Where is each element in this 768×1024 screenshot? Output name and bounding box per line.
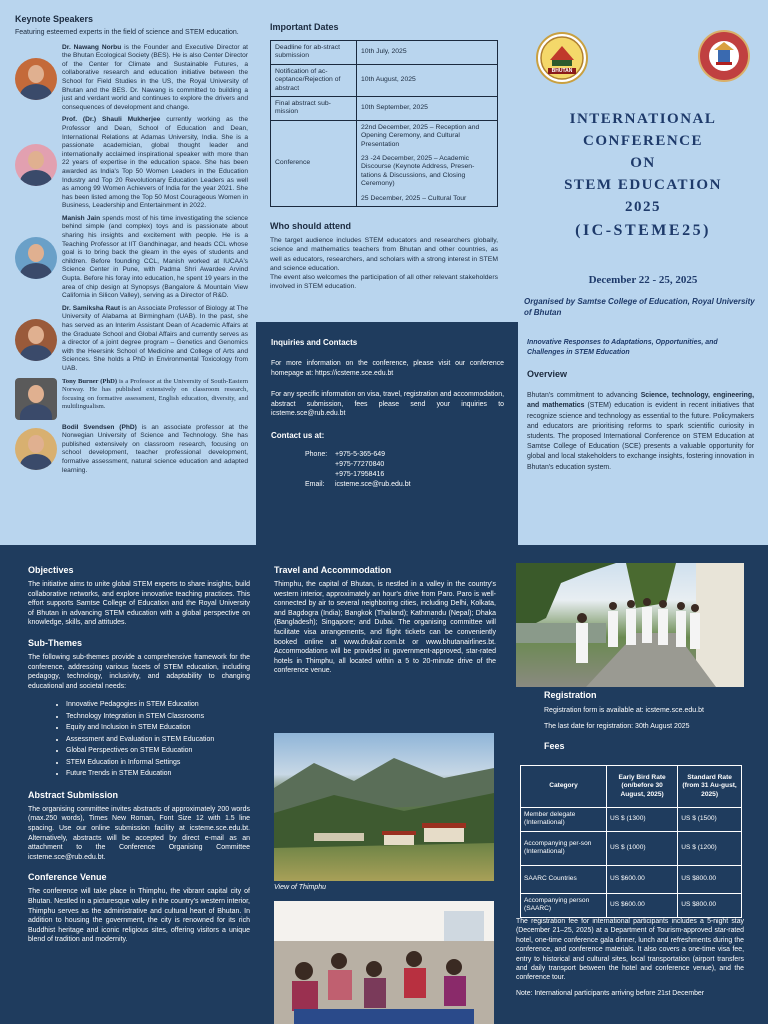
speaker-card bbox=[15, 424, 248, 476]
travel-heading: Travel and Accommodation bbox=[274, 565, 392, 575]
table-row bbox=[521, 893, 742, 917]
title-line: CONFERENCE bbox=[582, 133, 703, 149]
phone-number[interactable]: +975-77270840 bbox=[335, 460, 385, 468]
speaker-name: Tony Burner (PhD) bbox=[62, 377, 118, 385]
subthemes-list bbox=[28, 699, 250, 780]
conference-theme: Innovative Responses to Adaptations, Opportunities, and Challenges in STEM Education bbox=[527, 339, 718, 356]
who-text: The target audience includes STEM educators and researchers globally, science and mathematics teachers from Bhutan and other countries, as well as educators, researchers, and scholars with a strong interest in STEM and science education. bbox=[270, 237, 498, 272]
speaker-bio: is an Associate Professor of Biology at The University of Alabama at Birmingham (UAB). In the past, she has served as an Interim Assistant Dean of Academic Affairs at the Graduate School and Global Affairs and currently serves as a director of a joint degree program – Genetics and Genomics with the Heersink School of Medicine and College of Arts and Sciences. She holds a PhD in Environmental Toxicology from UAB. bbox=[62, 304, 248, 372]
speaker-card bbox=[15, 378, 248, 420]
who-text: The event also welcomes the participation of all other relevant stakeholders involved in STEM education. bbox=[270, 273, 498, 291]
date-value: 10th September, 2025 bbox=[357, 97, 498, 121]
students-photo bbox=[516, 563, 744, 687]
fees-table-wrap bbox=[520, 765, 742, 918]
table-cell: US $600.00 bbox=[607, 893, 678, 917]
speaker-name: Dr. Nawang Norbu bbox=[62, 43, 122, 51]
venue-text: The conference will take place in Thimphu, the vibrant capital city of Bhutan. Nestled in a picturesque valley in the country's western interior, Thimphu serves as the administrative and cultural heart of Bhutan. In addition to housing the government, the city is renowned for its rich Buddhist heritage and iconic religious sites, offering visitors a unique blend of tradition and modernity. bbox=[28, 888, 250, 944]
title-line: STEM EDUCATION bbox=[564, 177, 722, 193]
title-line: 2025 bbox=[625, 199, 661, 215]
title-line: ON bbox=[630, 155, 656, 171]
cover-panel bbox=[518, 0, 768, 330]
table-row bbox=[271, 97, 498, 121]
table-cell: Accompanying person (SAARC) bbox=[521, 893, 607, 917]
conference-item: 22nd December, 2025 – Reception and Opening Ceremony, and Cultural Presentation bbox=[361, 123, 480, 148]
abstract-text: The organising committee invites abstracts of approximately 200 words (max.250 words), Times New Roman, Font Size 12 with 1.5 line spacing. Use our online submission facility at icsteme.sce.edu.bt. Alternatively, abstracts will be accepted by direct e-mail as an attachment to the Conference Organising Committee icsteme.sce@rub.edu.bt. bbox=[28, 805, 250, 861]
speaker-name: Prof. (Dr.) Shauli Mukherjee bbox=[62, 116, 161, 124]
dates-heading: Important Dates bbox=[270, 22, 339, 32]
fees-heading: Fees bbox=[544, 741, 565, 752]
sce-emblem-icon bbox=[700, 32, 748, 80]
fees-table bbox=[520, 765, 742, 918]
list-item: • Innovative Pedagogies in STEM Education bbox=[66, 699, 250, 711]
venue-heading: Conference Venue bbox=[28, 872, 107, 883]
table-cell: US $ (1000) bbox=[607, 831, 678, 865]
speaker-card bbox=[15, 116, 248, 211]
speaker-photo bbox=[15, 319, 57, 361]
conference-item: 23 -24 December, 2025 – Academic Discourse (Keynote Address, Presen-tations & Discussions, and Closing Ceremony) bbox=[361, 155, 475, 188]
organiser: Organised by Samtse College of Education, Royal University of Bhutan bbox=[524, 297, 755, 317]
overview-text: Bhutan's commitment to advancing Science, technology, engineering, and mathematics (STEM) education is evident in recent initiatives that recognize science and technology as essential to the future. Policymakers and educators are prioritising reforms to spark scientific curiosity in students. The proposed International Conference on STEM Education at Samtse College of Education (SCE) presents a valuable opportunity for global and local stakeholders to exchange insights, fostering innovation in Bhutan's education system. bbox=[527, 392, 754, 471]
speaker-photo bbox=[15, 58, 57, 100]
table-cell: US $ (1500) bbox=[678, 808, 742, 832]
table-cell: US $800.00 bbox=[678, 865, 742, 893]
keynote-intro: Featuring esteemed experts in the field of science and STEM education. bbox=[15, 29, 239, 36]
overview-heading: Overview bbox=[527, 369, 568, 380]
date-value: 10th August, 2025 bbox=[357, 64, 498, 96]
photo-caption: View of Thimphu bbox=[274, 884, 327, 891]
table-row bbox=[271, 120, 498, 206]
subthemes-intro: The following sub-themes provide a comprehensive framework for the conference, addressing various facets of STEM education, including pedagogy, technology, inclusivity, and adaptability to changing educational and societal needs: bbox=[28, 653, 250, 690]
date-label: Notification of ac-ceptance/Rejection of abstract bbox=[271, 64, 357, 96]
list-item: • Technology Integration in STEM Classrooms bbox=[66, 711, 250, 723]
speaker-bio: currently working as the Professor and Dean, School of Education and Dean, International Relations at Adamas University, India. She is a passionate academician, global thought leader and internationally acclaimed inspirational speaker with more than 22 years of expertise in the education space. She has been awarded as India's Top 50 Women Leaders in the Education Industry and Top 20 Revolutionary Education Leaders as well as among 99 Women Achievers of India for the year 2021. She has been listed among the Top 50 Most Courageous Women in Business, Leadership and Entertainment in 2022. bbox=[62, 116, 249, 210]
table-cell: Accompanying per-son (International) bbox=[521, 831, 607, 865]
title-line: (IC-STEME25) bbox=[575, 222, 711, 239]
column-header: Category bbox=[521, 766, 607, 808]
column-3 bbox=[544, 690, 744, 763]
table-cell: US $600.00 bbox=[607, 865, 678, 893]
phone-number[interactable]: +975-5-365-649 bbox=[335, 450, 386, 458]
conference-photo bbox=[274, 901, 494, 1024]
speaker-bio: is the Founder and Executive Director at the Bhutan Ecological Society (BES). He is also Center Director of the Center for Climate and Sustainable Futures, a collaborative research and education initiative between the School for Field Studies in the US, the Royal University of Bhutan and the BES. Dr. Nawang is committed to building a just and verdant world and continues to explore the drivers and consequences of development and change. bbox=[62, 43, 248, 111]
list-item: • Global Perspectives on STEM Education bbox=[66, 745, 250, 757]
registration-form: Registration form is available at: icsteme.sce.edu.bt bbox=[544, 707, 704, 714]
speaker-card bbox=[15, 305, 248, 374]
list-item: • Equity and Inclusion in STEM Education bbox=[66, 722, 250, 734]
table-cell: Member delegate (International) bbox=[521, 808, 607, 832]
email-label: Email: bbox=[305, 480, 325, 488]
contact-text: For more information on the conference, please visit our conference homepage at: https://icsteme.sce.edu.bt bbox=[271, 360, 504, 377]
column-1 bbox=[28, 565, 250, 945]
rub-logo bbox=[536, 32, 588, 84]
speaker-name: Dr. Samiksha Raut bbox=[62, 304, 121, 312]
date-label: Final abstract sub-mission bbox=[271, 97, 357, 121]
speaker-card bbox=[15, 215, 248, 301]
keynote-panel bbox=[0, 0, 256, 545]
contact-panel bbox=[256, 322, 518, 545]
conference-item: 25 December, 2025 – Cultural Tour bbox=[361, 194, 467, 202]
speaker-name: Bodil Svendsen (PhD) bbox=[62, 423, 137, 431]
overview-panel bbox=[518, 330, 768, 545]
registration-heading: Registration bbox=[544, 690, 597, 700]
conference-title bbox=[518, 108, 768, 242]
column-header: Early Bird Rate (on/before 30 August, 2025) bbox=[607, 766, 678, 808]
registration-last-date: The last date for registration: 30th August 2025 bbox=[544, 722, 690, 730]
email-link[interactable]: icsteme.sce@rub.edu.bt bbox=[335, 480, 411, 488]
speaker-card bbox=[15, 44, 248, 113]
list-item: • Future Trends in STEM Education bbox=[66, 768, 250, 780]
table-cell: SAARC Countries bbox=[521, 865, 607, 893]
speaker-bio: spends most of his time investigating the science behind simple (and complex) toys and is passionate about sharing his insights and excitement with people. He is a Teaching Professor at IIT Gandhinagar, and heads CCL whose goal is to bring back the gleam in the eyes of students and children. Before founding CCL, Manish worked at IUCAA's Science Center in Pune, with Padma Shri Awardee Arvind Gupta. Before his foray into education, he spent 19 years in the area of chip design at Synopsys (Bangalore & Mountain View California in Silicon Valley), serving as a Director of R&D. bbox=[62, 214, 248, 300]
conference-dates: December 22 - 25, 2025 bbox=[588, 274, 698, 286]
keynote-heading: Keynote Speakers bbox=[15, 14, 94, 24]
speaker-photo bbox=[15, 428, 57, 470]
column-header: Standard Rate (from 31 Au-gust, 2025) bbox=[678, 766, 742, 808]
phone-label: Phone: bbox=[305, 450, 328, 458]
speaker-photo bbox=[15, 378, 57, 420]
date-value: 10th July, 2025 bbox=[357, 41, 498, 65]
who-heading: Who should attend bbox=[270, 221, 351, 232]
abstract-heading: Abstract Submission bbox=[28, 789, 119, 800]
table-header-row bbox=[521, 766, 742, 808]
dates-table bbox=[270, 40, 498, 207]
fees-note-international: Note: International participants arriving before 21st December bbox=[516, 989, 705, 997]
speaker-name: Manish Jain bbox=[62, 214, 101, 222]
table-cell: US $800.00 bbox=[678, 893, 742, 917]
table-row bbox=[521, 865, 742, 893]
table-cell: US $ (1300) bbox=[607, 808, 678, 832]
speaker-bio: is an associate professor at the Norwegian University of Science and Technology. She has published extensively on classroom research, focusing on school development, teacher professional development, formative assessment, natural science education and adapted learning. bbox=[62, 423, 248, 474]
contact-heading: Inquiries and Contacts bbox=[271, 338, 358, 347]
rub-emblem-icon bbox=[538, 34, 586, 82]
logo-text: BHUTAN bbox=[551, 68, 573, 74]
objectives-heading: Objectives bbox=[28, 565, 74, 575]
contact-details bbox=[271, 450, 504, 490]
contact-us: Contact us at: bbox=[271, 430, 325, 440]
table-row bbox=[521, 808, 742, 832]
table-row bbox=[271, 41, 498, 65]
subthemes-heading: Sub-Themes bbox=[28, 637, 83, 648]
table-row bbox=[271, 64, 498, 96]
date-label: Conference bbox=[271, 120, 357, 206]
table-cell: US $ (1200) bbox=[678, 831, 742, 865]
fees-note: The registration fee for international participants includes a 5-night stay (December 21–25, 2025) at a Department of Tourism-approved star-rated hotel, one-time conference gala dinner, lunch and refreshments during the conference, and conference materials. It also covers a one-time visa fee, entry to historical and cultural sites, local transportation (airport transfers and daily transport between the hotel and conference venue), and the conference tour. bbox=[516, 918, 744, 982]
travel-text: Thimphu, the capital of Bhutan, is nestled in a valley in the country's western interior, approximately an hour's drive from Paro. Paro is well-connected by air to several neighboring cities, including Delhi, Kolkata, and Bagdogra (India); Bangkok (Thailand); Kathmandu (Nepal); Dhaka (Bangladesh); Singapore; and Dubai. The organising committee will facilitate visa arrangements, and flight tickets can be conveniently booked online at www.drukair.com.bt or www.bhutanairlines.bt. Accommodations will be provided in government-approved, star-rated hotels in Thimphu, all located within a 5 to 20-minute drive of the conference venue. bbox=[274, 581, 496, 675]
title-line: INTERNATIONAL bbox=[569, 111, 717, 127]
thimphu-photo bbox=[274, 733, 494, 881]
contact-text: For any specific information on visa, travel, registration and accommodation, abstract submission, fees please send your inquiries to icsteme.sce@rub.edu.bt bbox=[271, 391, 504, 418]
inside-spread bbox=[0, 545, 768, 1024]
sce-logo bbox=[698, 30, 750, 82]
objectives-text: The initiative aims to unite global STEM experts to share insights, build collaborative networks, and explore innovative teaching practices. This effort supports Samtse College of Education and the Royal University of Bhutan in advancing STEM education with a global perspective on knowledge, skills, and attitudes. bbox=[28, 581, 250, 627]
speaker-bio: is a Professor at the University of South-Eastern Norway. He has published extensively on classroom research, focusing on formative assessment, English education, diversity, and multilingualism. bbox=[62, 377, 249, 411]
column-2 bbox=[274, 565, 496, 676]
speaker-photo bbox=[15, 237, 57, 279]
speaker-photo bbox=[15, 144, 57, 186]
phone-number[interactable]: +975-17958416 bbox=[335, 470, 385, 478]
table-row bbox=[521, 831, 742, 865]
date-label: Deadline for ab-stract submission bbox=[271, 41, 357, 65]
list-item: • Assessment and Evaluation in STEM Education bbox=[66, 734, 250, 746]
list-item: • STEM Education in Informal Settings bbox=[66, 757, 250, 769]
dates-panel bbox=[256, 0, 518, 322]
